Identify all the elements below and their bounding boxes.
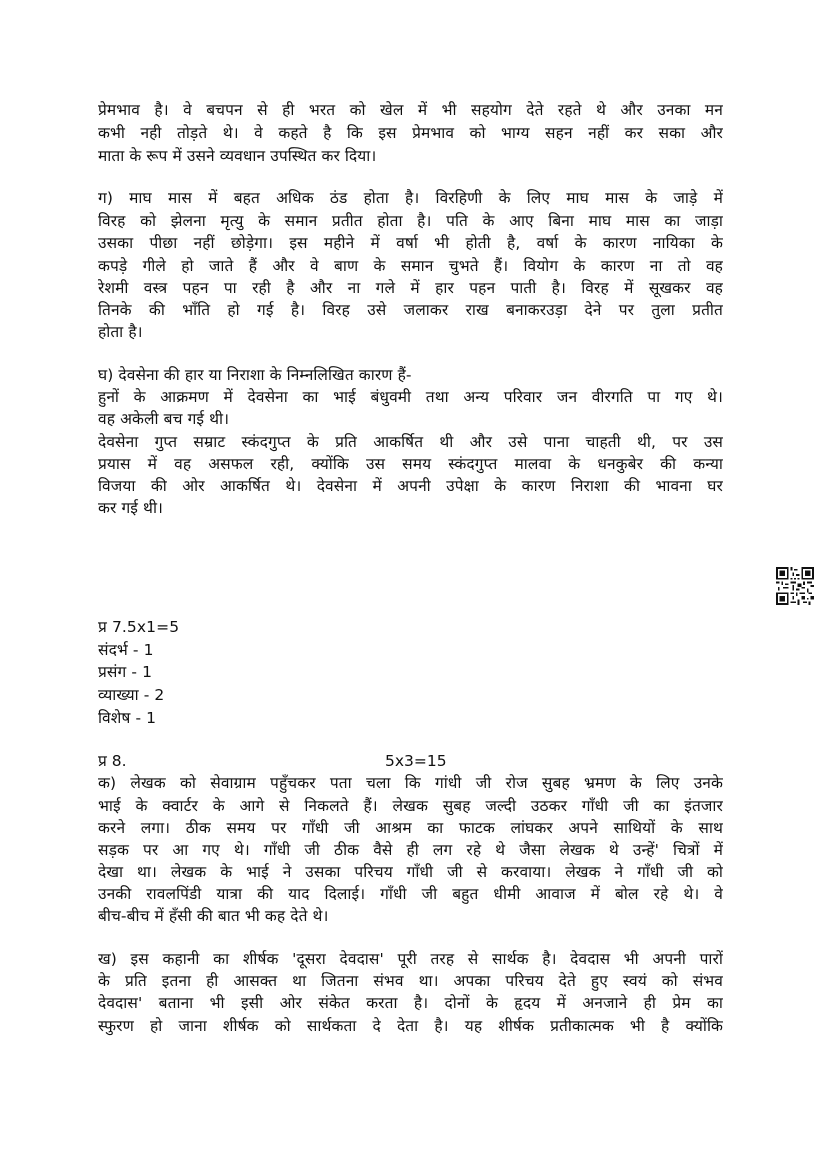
text-line: स्फुरण हो जाना शीर्षक को सार्थकता दे देता है। यह शीर्षक प्रतीकात्मक भी है क्योंकि xyxy=(98,1017,723,1035)
text-line: घ) देवसेना की हार या निराशा के निम्नलिखित कारण हैं- xyxy=(98,366,412,384)
marking-item: विशेष - 1 xyxy=(98,709,157,727)
question-8-marks: 5x3=15 xyxy=(385,752,447,770)
text-line: ग) माघ मास में बहत अधिक ठंड होता है। विरहिणी के लिए माघ मास के जाड़े में xyxy=(98,189,723,207)
text-line: तिनके की भाँति हो गई है। विरह उसे जलाकर राख बनाकरउड़ा देने पर तुला प्रतीत xyxy=(98,301,723,319)
text-line: रेशमी वस्त्र पहन पा रही है और ना गले में हार पहन पाती है। विरह में सूखकर वह xyxy=(98,279,723,297)
text-line: उसका पीछा नहीं छोड़ेगा। इस महीने में वर्षा भी होती है, वर्षा के कारण नायिका के xyxy=(98,234,723,252)
text-line: देवसेना गुप्त सम्राट स्कंदगुप्त के प्रति आकर्षित थी और उसे पाना चाहती थी, पर उस xyxy=(98,433,723,451)
text-line: कपड़े गीले हो जाते हैं और वे बाण के समान चुभते हैं। वियोग के कारण ना तो वह xyxy=(98,257,723,275)
text-line: प्रयास में वह असफल रही, क्योंकि उस समय स्कंदगुप्त मालवा के धनकुबेर की कन्या xyxy=(98,455,723,473)
text-line: विरह को झेलना मृत्यु के समान प्रतीत होता है। पति के आए बिना माघ मास का जाड़ा xyxy=(98,212,723,230)
marking-item: प्रसंग - 1 xyxy=(98,663,153,681)
text-line: करने लगा। ठीक समय पर गाँधी जी आश्रम का फाटक लांघकर अपने साथियों के साथ xyxy=(98,819,723,837)
marking-item: संदर्भ - 1 xyxy=(98,641,154,659)
text-line: होता है। xyxy=(98,323,143,341)
marking-item: व्याख्या - 2 xyxy=(98,686,165,704)
text-line: विजया की ओर आकर्षित थे। देवसेना में अपनी उपेक्षा के कारण निराशा की भावना घर xyxy=(98,477,723,495)
text-line: भाई के क्वार्टर के आगे से निकलते हैं। लेखक सुबह जल्दी उठकर गाँधी जी का इंतजार xyxy=(98,797,723,815)
question-7-header: प्र 7.5x1=5 xyxy=(98,618,180,636)
text-line: कर गई थी। xyxy=(98,499,164,517)
text-line: कभी नही तोड़ते थे। वे कहते है कि इस प्रेमभाव को भाग्य सहन नहीं कर सका और xyxy=(98,124,723,142)
text-line: देखा था। लेखक के भाई ने उसका परिचय गाँधी जी से करवाया। लेखक ने गाँधी जी को xyxy=(98,863,723,881)
text-line: के प्रति इतना ही आसक्त था जितना संभव था। अपका परिचय देते हुए स्वयं को संभव xyxy=(98,972,723,990)
text-line: वह अकेली बच गई थी। xyxy=(98,410,230,428)
text-line: देवदास' बताना भी इसी ओर संकेत करता है। दोनों के हृदय में अनजाने ही प्रेम का xyxy=(98,994,723,1012)
text-line: माता के रूप में उसने व्यवधान उपस्थित कर दिया। xyxy=(98,147,377,165)
text-line: ख) इस कहानी का शीर्षक 'दूसरा देवदास' पूरी तरह से सार्थक है। देवदास भी अपनी पारों xyxy=(98,950,723,968)
text-line: हुनों के आक्रमण में देवसेना का भाई बंधुवमी तथा अन्य परिवार जन वीरगति पा गए थे। xyxy=(98,388,723,406)
question-8-number: प्र 8. xyxy=(98,752,127,770)
text-line: उनकी रावलपिंडी यात्रा की याद दिलाई। गाँधी जी बहुत धीमी आवाज में बोल रहे थे। वे xyxy=(98,885,723,903)
text-line: क) लेखक को सेवाग्राम पहुँचकर पता चला कि गांधी जी रोज सुबह भ्रमण के लिए उनके xyxy=(98,774,723,792)
qr-code-image xyxy=(776,567,814,605)
text-line: प्रेमभाव है। वे बचपन से ही भरत को खेल में भी सहयोग देते रहते थे और उनका मन xyxy=(98,101,723,119)
text-line: बीच-बीच में हँसी की बात भी कह देते थे। xyxy=(98,907,329,925)
text-line: सड़क पर आ गए थे। गाँधी जी ठीक वैसे ही लग रहे थे जैसा लेखक थे उन्हें' चित्रों में xyxy=(98,841,723,859)
